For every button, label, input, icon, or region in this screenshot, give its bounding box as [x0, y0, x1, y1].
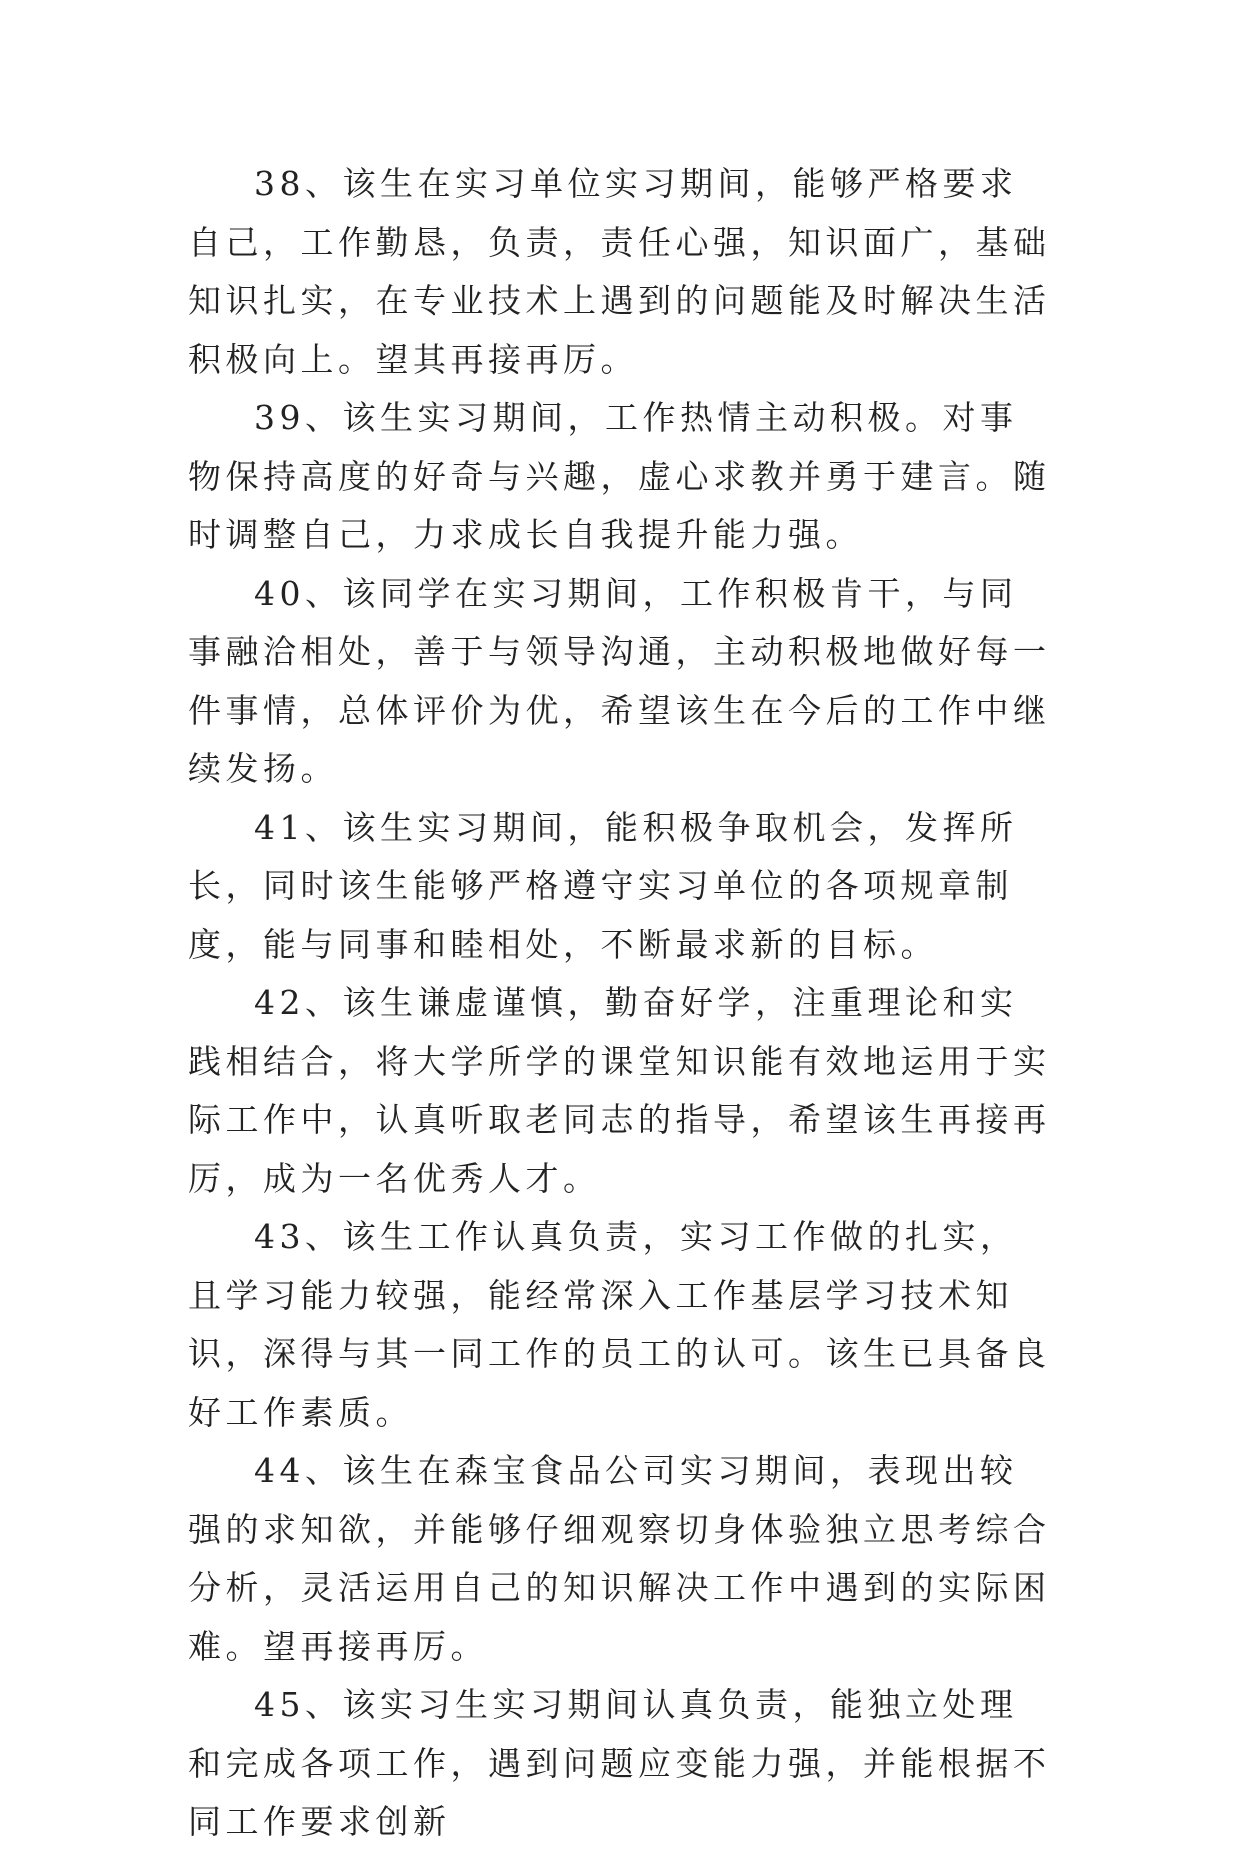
paragraph-38: 38、该生在实习单位实习期间，能够严格要求自己，工作勤恳，负责，责任心强，知识面广，基础知识扎实，在专业技术上遇到的问题能及时解决生活积极向上。望其再接再厉。 — [188, 164, 1051, 379]
paragraph-42: 42、该生谦虚谨慎，勤奋好学，注重理论和实践相结合，将大学所学的课堂知识能有效地运用于实际工作中，认真听取老同志的指导，希望该生再接再厉，成为一名优秀人才。 — [188, 983, 1051, 1198]
paragraph-40: 40、该同学在实习期间，工作积极肯干，与同事融洽相处，善于与领导沟通，主动积极地做好每一件事情，总体评价为优，希望该生在今后的工作中继续发扬。 — [188, 573, 1051, 788]
paragraph-41: 41、该生实习期间，能积极争取机会，发挥所长，同时该生能够严格遵守实习单位的各项规章制度，能与同事和睦相处，不断最求新的目标。 — [188, 807, 1018, 964]
paragraph-45: 45、该实习生实习期间认真负责，能独立处理和完成各项工作，遇到问题应变能力强，并能根据不同工作要求创新 — [188, 1685, 1051, 1841]
paragraph-39: 39、该生实习期间，工作热情主动积极。对事物保持高度的好奇与兴趣，虚心求教并勇于建言。随时调整自己，力求成长自我提升能力强。 — [188, 398, 1051, 554]
paragraph-43: 43、该生工作认真负责，实习工作做的扎实，且学习能力较强，能经常深入工作基层学习技术知识，深得与其一同工作的员工的认可。该生已具备良好工作素质。 — [188, 1217, 1051, 1432]
paragraph-44: 44、该生在森宝食品公司实习期间，表现出较强的求知欲，并能够仔细观察切身体验独立思考综合分析，灵活运用自己的知识解决工作中遇到的实际困难。望再接再厉。 — [188, 1451, 1051, 1666]
document-body — [188, 155, 1054, 1852]
